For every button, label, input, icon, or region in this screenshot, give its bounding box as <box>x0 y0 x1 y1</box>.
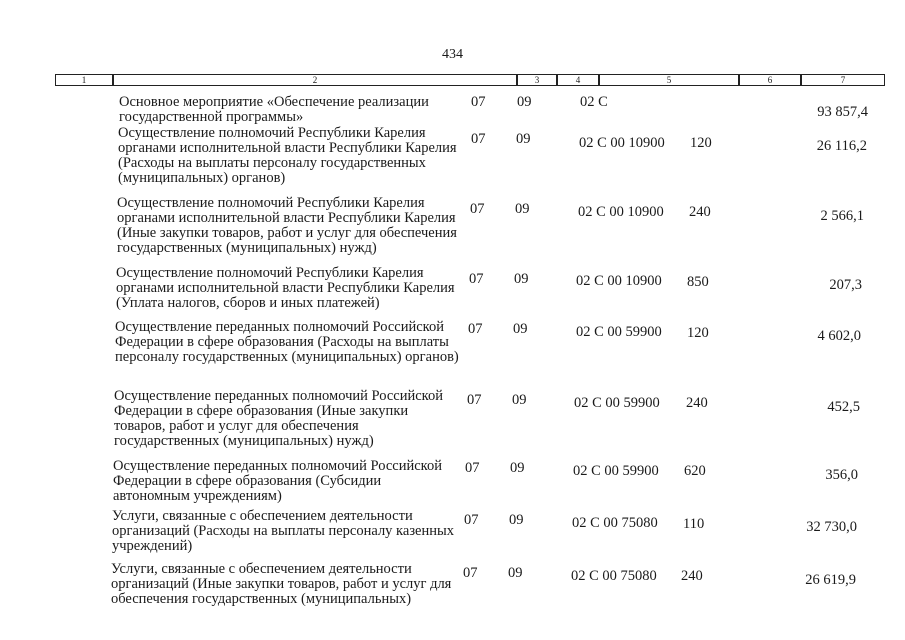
column-header-7: 7 <box>801 74 885 86</box>
row-subsection: 09 <box>508 565 523 581</box>
row-amount: 452,5 <box>827 399 860 415</box>
column-header-4: 4 <box>557 74 599 86</box>
row-expense-type: 240 <box>689 204 711 220</box>
row-amount: 93 857,4 <box>817 104 868 120</box>
row-name: Основное мероприятие «Обеспечение реализации государственной программы» <box>119 94 429 125</box>
row-target-code: 02 С 00 10900 <box>579 135 665 151</box>
row-amount: 26 619,9 <box>805 572 856 588</box>
row-name: Осуществление полномочий Республики Карелия органами исполнительной власти Республики Карелия (Иные закупки товаров, работ и услуг для обеспечения государственных (муниципальных) нужд) <box>117 195 457 256</box>
row-expense-type: 620 <box>684 463 706 479</box>
row-target-code: 02 С 00 75080 <box>571 568 657 584</box>
row-target-code: 02 С 00 10900 <box>576 273 662 289</box>
row-section: 07 <box>465 460 480 476</box>
row-subsection: 09 <box>515 201 530 217</box>
row-name: Осуществление переданных полномочий Российской Федерации в сфере образования (Субсидии автономным учреждениям) <box>113 458 442 504</box>
row-section: 07 <box>467 392 482 408</box>
row-section: 07 <box>471 94 486 110</box>
row-subsection: 09 <box>512 392 527 408</box>
row-subsection: 09 <box>510 460 525 476</box>
row-amount: 2 566,1 <box>820 208 864 224</box>
row-name: Осуществление переданных полномочий Российской Федерации в сфере образования (Иные закупки товаров, работ и услуг для обеспечения государственных (муниципальных) нужд) <box>114 388 443 449</box>
row-target-code: 02 С 00 75080 <box>572 515 658 531</box>
column-header-6: 6 <box>739 74 801 86</box>
row-amount: 26 116,2 <box>816 138 867 154</box>
column-header-2: 2 <box>113 74 517 86</box>
row-section: 07 <box>469 271 484 287</box>
row-target-code: 02 С 00 10900 <box>578 204 664 220</box>
row-subsection: 09 <box>514 271 529 287</box>
row-expense-type: 120 <box>687 325 709 341</box>
row-name: Осуществление переданных полномочий Российской Федерации в сфере образования (Расходы на выплаты персоналу государственных (муниципальных) органов) <box>115 319 459 365</box>
row-name: Осуществление полномочий Республики Карелия органами исполнительной власти Республики Карелия (Уплата налогов, сборов и иных платежей) <box>116 265 455 311</box>
row-section: 07 <box>468 321 483 337</box>
row-section: 07 <box>470 201 485 217</box>
row-name: Услуги, связанные с обеспечением деятельности организаций (Иные закупки товаров, работ и услуг для обеспечения государственных (муниципальных) <box>111 561 452 607</box>
row-amount: 356,0 <box>825 467 858 483</box>
row-expense-type: 850 <box>687 274 709 290</box>
column-header-1: 1 <box>55 74 113 86</box>
row-name: Услуги, связанные с обеспечением деятельности организаций (Расходы на выплаты персоналу казенных учреждений) <box>112 508 454 554</box>
row-target-code: 02 С <box>580 94 608 110</box>
row-expense-type: 120 <box>690 135 712 151</box>
row-name: Осуществление полномочий Республики Карелия органами исполнительной власти Республики Карелия (Расходы на выплаты персоналу государственных (муниципальных) органов) <box>118 125 457 186</box>
row-expense-type: 240 <box>681 568 703 584</box>
row-amount: 207,3 <box>829 277 862 293</box>
row-subsection: 09 <box>516 131 531 147</box>
row-expense-type: 110 <box>683 516 705 532</box>
row-section: 07 <box>471 131 486 147</box>
page-number: 434 <box>442 47 463 62</box>
row-target-code: 02 С 00 59900 <box>574 395 660 411</box>
row-target-code: 02 С 00 59900 <box>576 324 662 340</box>
row-subsection: 09 <box>517 94 532 110</box>
row-amount: 4 602,0 <box>817 328 861 344</box>
row-amount: 32 730,0 <box>806 519 857 535</box>
column-header-3: 3 <box>517 74 557 86</box>
row-expense-type: 240 <box>686 395 708 411</box>
row-section: 07 <box>464 512 479 528</box>
row-subsection: 09 <box>513 321 528 337</box>
column-header-5: 5 <box>599 74 739 86</box>
row-target-code: 02 С 00 59900 <box>573 463 659 479</box>
row-section: 07 <box>463 565 478 581</box>
row-subsection: 09 <box>509 512 524 528</box>
